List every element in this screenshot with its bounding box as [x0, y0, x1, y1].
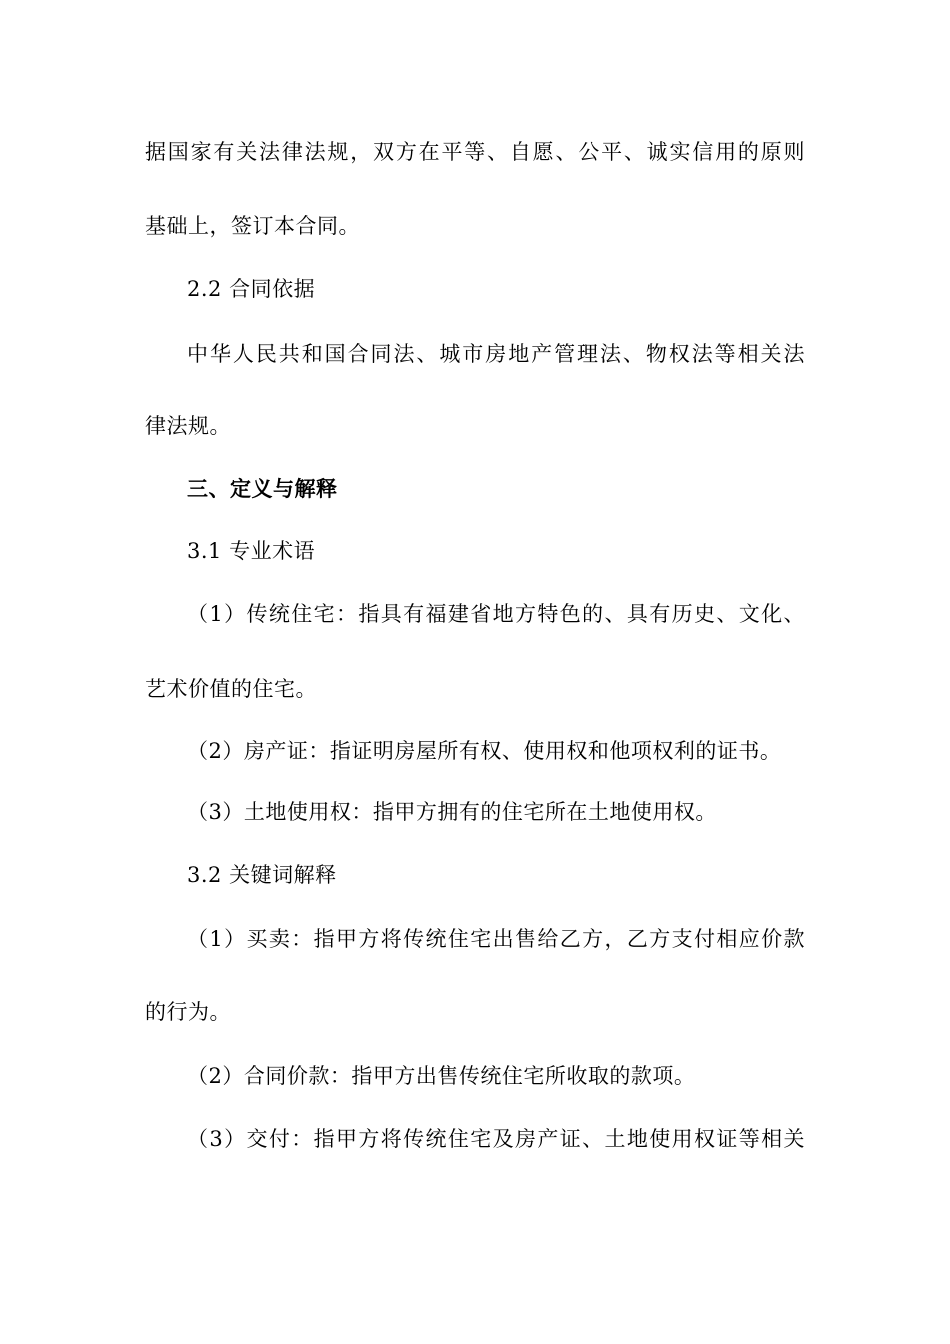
paragraph-line: 基础上，签订本合同。 [145, 214, 360, 238]
section-heading-3-1: 3.1 专业术语 [187, 539, 316, 563]
term-line: 艺术价值的住宅。 [145, 677, 317, 701]
paragraph-line: 律法规。 [145, 414, 231, 438]
keyword-line: （2）合同价款：指甲方出售传统住宅所收取的款项。 [187, 1064, 696, 1088]
term-line: （1）传统住宅：指具有福建省地方特色的、具有历史、文化、 [187, 602, 805, 626]
keyword-line: （1）买卖：指甲方将传统住宅出售给乙方，乙方支付相应价款 [187, 927, 805, 951]
section-heading-3: 三、定义与解释 [187, 476, 338, 501]
section-heading-3-2: 3.2 关键词解释 [187, 863, 337, 887]
term-line: （2）房产证：指证明房屋所有权、使用权和他项权利的证书。 [187, 739, 782, 763]
term-line: （3）土地使用权：指甲方拥有的住宅所在土地使用权。 [187, 800, 717, 824]
paragraph-line: 中华人民共和国合同法、城市房地产管理法、物权法等相关法 [187, 342, 805, 366]
keyword-line: 的行为。 [145, 1000, 231, 1024]
paragraph-line: 据国家有关法律法规，双方在平等、自愿、公平、诚实信用的原则 [145, 140, 805, 164]
section-heading-2-2: 2.2 合同依据 [187, 277, 316, 301]
keyword-line: （3）交付：指甲方将传统住宅及房产证、土地使用权证等相关 [187, 1127, 805, 1151]
